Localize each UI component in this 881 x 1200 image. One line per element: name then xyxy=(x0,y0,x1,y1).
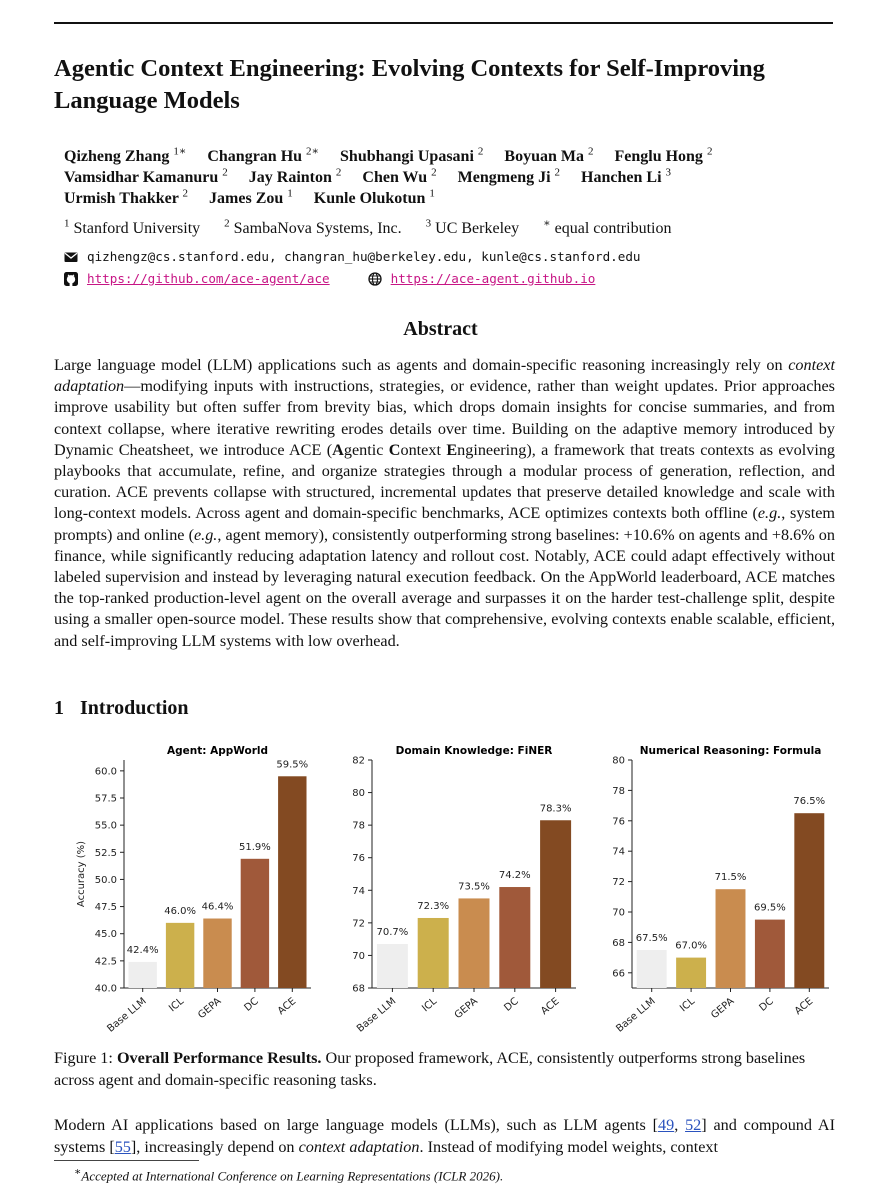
x-tick-label: ACE xyxy=(539,995,562,1018)
bar xyxy=(794,813,824,988)
y-tick-label: 60.0 xyxy=(94,766,117,778)
y-tick-label: 74 xyxy=(352,885,365,897)
x-tick-label: GEPA xyxy=(196,995,224,1022)
author: Qizheng Zhang $^{1∗}$ xyxy=(64,145,187,165)
bar-chart xyxy=(584,735,834,1035)
y-tick-label: 72 xyxy=(352,918,365,930)
y-tick-label: 78 xyxy=(352,820,365,832)
data-label: 67.0% xyxy=(675,940,707,952)
bar xyxy=(166,923,194,988)
y-tick-label: 42.5 xyxy=(94,956,117,968)
author: Fenglu Hong $^2$ xyxy=(614,145,713,165)
author-list xyxy=(64,146,844,209)
x-tick-label: DC xyxy=(502,995,521,1014)
abstract-heading: Abstract xyxy=(403,318,478,340)
x-tick-label: ICL xyxy=(167,995,187,1015)
y-tick-label: 72 xyxy=(612,877,625,889)
y-tick-label: 68 xyxy=(612,937,625,949)
y-tick-label: 76 xyxy=(352,853,365,865)
bar xyxy=(540,820,571,988)
author: Boyuan Ma $^2$ xyxy=(504,145,594,165)
data-label: 72.3% xyxy=(417,900,450,912)
citation-link[interactable]: 52 xyxy=(685,1116,702,1134)
bar xyxy=(377,944,408,988)
data-label: 76.5% xyxy=(793,796,826,808)
author-row xyxy=(64,146,844,167)
abstract-text: Large language model (LLM) applications such as agents and domain-specific reasoning increasingly rely on context adaptation—modifying inputs with instructions, strategies, or evidence, rather than weight updates. Prior approaches improve usability but often suffer from brevity bias, which drops domain insights for concise summaries, and from context collapse, where iterative rewriting erodes details over time. Building on the adaptive memory introduced by Dynamic Cheatsheet, we introduce ACE (Agentic Context Engineering), a framework that treats contexts as evolving playbooks that accumulate, refine, and organize strategies through a modular process of generation, reflection, and curation. ACE prevents collapse with structured, incremental updates that preserve detailed knowledge and scale with long-context models. Across agent and domain-specific benchmarks, ACE optimizes contexts both offline (e.g., system prompts) and online (e.g., agent memory), consistently outperforming strong baselines: +10.6% on agents and +8.6% on finance, while significantly reducing adaptation latency and rollout cost. Notably, ACE could adapt effectively without labeled supervision and instead by leveraging natural execution feedback. On the AppWorld leaderboard, ACE matches the top-ranked production-level agent on the overall average and surpasses it on the harder test-challenge split, despite using a smaller open-source model. These results show that comprehensive, evolving contexts enable scalable, efficient, and self-improving LLM systems with low overhead. xyxy=(54,356,836,650)
globe-icon xyxy=(368,272,382,286)
y-tick-label: 40.0 xyxy=(94,983,117,995)
y-axis-label: Accuracy (%) xyxy=(76,840,87,908)
x-tick-label: GEPA xyxy=(709,995,737,1022)
bar xyxy=(278,776,306,988)
author: Changran Hu $^{2∗}$ xyxy=(207,145,320,165)
author: Shubhangi Upasani $^2$ xyxy=(340,145,484,165)
data-label: 59.5% xyxy=(276,759,309,771)
x-tick-label: GEPA xyxy=(452,995,480,1022)
affiliations xyxy=(64,217,691,238)
affiliation: $^1$ Stanford University xyxy=(64,217,201,237)
top-rule xyxy=(54,22,833,24)
y-tick-label: 82 xyxy=(352,755,365,767)
bar-chart xyxy=(329,735,581,1035)
x-tick-label: Base LLM xyxy=(355,995,399,1035)
y-tick-label: 50.0 xyxy=(94,874,117,886)
author-row xyxy=(64,188,844,209)
bar xyxy=(637,950,667,988)
data-label: 74.2% xyxy=(498,870,531,882)
y-tick-label: 70 xyxy=(352,950,365,962)
envelope-icon xyxy=(64,250,78,264)
github-icon xyxy=(64,272,78,286)
author: Jay Rainton $^2$ xyxy=(248,166,342,186)
author: Vamsidhar Kamanuru $^2$ xyxy=(64,166,228,186)
data-label: 51.9% xyxy=(239,841,271,853)
x-tick-label: ACE xyxy=(792,995,816,1018)
data-label: 46.4% xyxy=(201,901,234,913)
github-link[interactable]: https://github.com/ace-agent/ace xyxy=(87,271,330,286)
y-tick-label: 55.0 xyxy=(94,820,117,832)
citation-link[interactable]: 49 xyxy=(658,1116,675,1134)
author: Chen Wu $^2$ xyxy=(362,166,437,186)
author: Hanchen Li $^3$ xyxy=(581,166,672,186)
intro-paragraph: Modern AI applications based on large language models (LLMs), such as LLM agents [49, 52] and compound AI systems [55], increasingly depend on context adaptation. Instead of modifying model weights, context xyxy=(54,1116,836,1156)
bar xyxy=(755,920,785,988)
y-tick-label: 80 xyxy=(612,755,625,767)
chart-title: Numerical Reasoning: Formula xyxy=(639,745,822,757)
website-link[interactable]: https://ace-agent.github.io xyxy=(390,271,596,286)
affiliation: ∗ equal contribution xyxy=(543,217,672,237)
data-label: 46.0% xyxy=(164,905,196,917)
figure-caption: Figure 1: Overall Performance Results. Our proposed framework, ACE, consistently outperforms strong baselines across agent and domain-specific reasoning tasks. xyxy=(54,1049,806,1089)
citation-link[interactable]: 55 xyxy=(114,1138,131,1156)
y-tick-label: 45.0 xyxy=(94,929,117,941)
paper-title: Agentic Context Engineering: Evolving Contexts for Self-Improving Language Models xyxy=(54,55,765,114)
data-label: 69.5% xyxy=(754,902,786,914)
bar-chart xyxy=(54,735,316,1035)
x-tick-label: ACE xyxy=(275,995,299,1018)
affiliation: $^3$ UC Berkeley xyxy=(425,217,520,237)
section-heading: 1 Introduction xyxy=(54,697,189,719)
x-tick-label: Base LLM xyxy=(105,995,149,1035)
bar xyxy=(716,889,746,988)
y-tick-label: 47.5 xyxy=(94,902,117,914)
links-line xyxy=(64,271,595,286)
bar xyxy=(241,859,269,988)
x-tick-label: DC xyxy=(757,995,776,1014)
bar xyxy=(128,962,156,988)
y-tick-label: 70 xyxy=(612,907,625,919)
email-line xyxy=(64,249,641,264)
author: Urmish Thakker $^2$ xyxy=(64,187,189,207)
y-tick-label: 76 xyxy=(612,816,625,828)
data-label: 78.3% xyxy=(539,803,572,815)
data-label: 73.5% xyxy=(458,881,490,893)
data-label: 67.5% xyxy=(635,933,668,944)
x-tick-label: ICL xyxy=(678,995,698,1015)
x-tick-label: DC xyxy=(242,995,261,1014)
y-tick-label: 68 xyxy=(352,983,365,995)
chart-title: Agent: AppWorld xyxy=(167,745,268,757)
y-tick-label: 78 xyxy=(612,785,625,797)
bar xyxy=(458,898,489,988)
author: James Zou $^1$ xyxy=(209,187,293,207)
y-tick-label: 52.5 xyxy=(94,847,117,859)
data-label: 71.5% xyxy=(714,872,747,884)
x-tick-label: Base LLM xyxy=(614,995,658,1035)
y-tick-label: 66 xyxy=(612,968,625,980)
footnote-rule xyxy=(54,1160,199,1161)
y-tick-label: 57.5 xyxy=(94,793,117,805)
data-label: 42.4% xyxy=(126,944,159,956)
bar xyxy=(418,918,449,988)
author: Mengmeng Ji $^2$ xyxy=(457,166,561,186)
y-tick-label: 74 xyxy=(612,846,625,858)
footnote: ∗Accepted at International Conference on Learning Representations (ICLR 2026). xyxy=(74,1166,504,1184)
affiliation: $^2$ SambaNova Systems, Inc. xyxy=(224,217,402,237)
y-tick-label: 80 xyxy=(352,788,365,800)
author-emails: qizhengz@cs.stanford.edu, changran_hu@berkeley.edu, kunle@cs.stanford.edu xyxy=(87,249,641,264)
bar xyxy=(203,919,231,988)
chart-title: Domain Knowledge: FiNER xyxy=(395,745,553,757)
bar xyxy=(676,958,706,988)
author: Kunle Olukotun $^1$ xyxy=(313,187,435,207)
author-row xyxy=(64,167,844,188)
figure-1-charts xyxy=(54,735,834,1035)
data-label: 70.7% xyxy=(376,927,409,939)
bar xyxy=(499,887,530,988)
x-tick-label: ICL xyxy=(420,995,440,1015)
